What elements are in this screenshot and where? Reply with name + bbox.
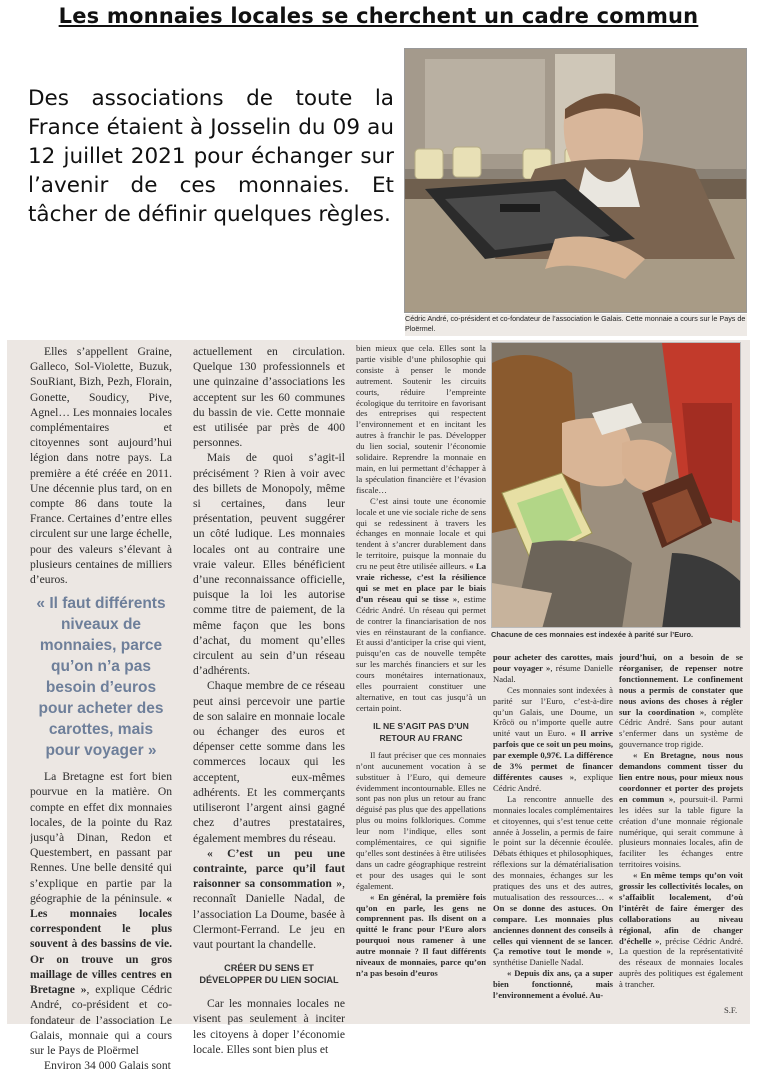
section-subhead: CRÉER DU SENS ET DÉVELOPPER DU LIEN SOCIAL: [199, 963, 339, 986]
paragraph: actuellement en circulation. Quelque 130 professionnels et une quinzaine d’associations les acceptent sur les 60 communes du bassin de vie. Cette monnaie est utilisée par près de 400 personnes.: [193, 345, 345, 450]
article-column-5: [619, 652, 743, 990]
paragraph: Ces monnaies sont indexées à parité sur l’Euro, c’est-à-dire qu’un Galais, une Doume, un Krôcö ou n’importe quelle autre unité vaut un Euro. « Il arrive parfois que ce soit un peu moins, par exemple 0,97€. La différence de 3% permet de financer différentes causes », explique Cédric André.: [493, 684, 613, 793]
paragraph: « En Bretagne, nous nous demandons comment tisser du lien entre nous, pour mieux nous coordonner et porter des projets en commun », poursuit-il. Parmi les idées sur la table figure la création d’une monnaie régionale numérique, qui serait commune à plusieurs monnaies locales, afin de faciliter les échanges entre territoires voisins.: [619, 750, 743, 870]
intro-paragraph: Des associations de toute la France étaient à Josselin du 09 au 12 juillet 2021 pour échanger sur l’avenir de ces monnaies. Et tâcher de définir quelques règles.: [28, 86, 394, 227]
paragraph: « C’est un peu une contrainte, parce qu’il faut raisonner sa consommation », reconnaît Danielle Nadal, de l’association La Doume, basée à Clermont-Ferrand. Le jeu en vaut pourtant la chandelle.: [193, 846, 345, 951]
paragraph: « En même temps qu’on voit grossir les collectivités locales, on s’affaiblit localement, d’où l’intérêt de faire émerger des collaborations au niveau régional, afin de changer d’échelle », précise Cédric André. La question de la représentativité des réseaux de monnaies locales auprès des politiques est également à trancher.: [619, 870, 743, 990]
paragraph: Environ 34 000 Galais sont: [44, 1059, 171, 1073]
paragraph: pour acheter des carottes, mais pour voyager », résume Danielle Nadal.: [493, 652, 613, 684]
section-subhead: IL NE S’AGIT PAS D’UN RETOUR AU FRANC: [373, 720, 469, 743]
paragraph: Il faut préciser que ces monnaies n’ont aucunement vocation à se substituer à l’Euro, qui demeure évidemment incontournable. Elles ne sont pas non plus un retour au franc déguisé pas plus que des appellations plus ou moins folkloriques. Comme leur nom l’indique, elles sont complémentaires, ce qui signifie qu’elles sont destinées à être utilisées dans un cadre géographique restreint et pour des usages qui le sont également.: [356, 749, 486, 891]
article-column-1: [30, 344, 172, 1073]
paragraph: Car les monnaies locales ne visent pas seulement à inciter les citoyens à doper l’économie locale. Elles sont bien plus et: [193, 997, 345, 1056]
paragraph: Mais de quoi s’agit-il précisément ? Rien à voir avec des billets de Monopoly, même si certaines, dans leur présentation, peuvent suggérer un côté ludique. Les monnaies locales ont au contraire une vraie valeur. Elles bénéficient d’une reconnaissance officielle, puisque la loi les autorise comme titre de paiement, de la même façon que les bons d’achat, du moment qu’elles circulent au sein d’un réseau d’adhérents.: [193, 451, 345, 678]
paragraph: Chaque membre de ce réseau peut ainsi percevoir une partie de son salaire en monnaie locale ou échanger des euros et dépenser cette somme dans les commerces locaux qui les acceptent, eux-mêmes adhérents. Et les commerçants utiliseront l’argent ainsi gagné chez d’autres prestataires, également membres du réseau.: [193, 679, 345, 845]
photo-cedric-andre: [404, 48, 747, 313]
pull-quote: « Il faut différents niveaux de monnaies, parce qu’on n’a pas besoin d’euros pour acheter des carottes, mais pour voyager »: [36, 595, 166, 760]
photo-mid-caption: Chacune de ces monnaies est indexée à parité sur l’Euro.: [491, 630, 694, 639]
paragraph: « En général, la première fois qu’on en parle, les gens ne comprennent pas. Ils disent on a quitté le franc pour l’Euro alors pourquoi nous ramener à une autre monnaie ? Il faut différents niveaux de monnaies, parce qu’on n’a pas besoin d’euros: [356, 891, 486, 978]
paragraph: C’est ainsi toute une économie locale et une vie sociale riche de sens qui se redessinent à travers les échanges en monnaie locale et qui tendent à s’ancrer durablement dans le territoire, puisque la monnaie du cru ne peut être utilisée ailleurs. « La vraie richesse, c’est la résilience qui se met en place par le biais d’un réseau qui se tisse », estime Cédric André. Un réseau qui permet de contrer la financiarisation de nos vies en réinstaurant de la confiance. Et aussi d’anticiper la crise qui vient, puisqu’en cas de nouvelle tempête sur les marchés financiers et sur les cours monétaires internationaux, elles pourraient constituer une alternative, en tout cas jusqu’à un certain point.: [356, 495, 486, 713]
paragraph: La rencontre annuelle des monnaies locales complémentaires et citoyennes, qui s’est tenue cette année à Josselin, a permis de faire le point sur la décennie écoulée. Débats éthiques et philosophiques, réflexions sur la dématérialisation des monnaies, échanges sur les pratiques des uns et des autres, mutualisation des ressources… « On se donne des astuces. On compare. Les monnaies plus anciennes donnent des conseils à celles qui viennent de se lancer. Ça remotive tout le monde », synthétise Danielle Nadal.: [493, 793, 613, 968]
photo-banknotes: [491, 342, 741, 628]
paragraph: jourd’hui, on a besoin de se réorganiser, de repenser notre fonctionnement. Le confinement nous a permis de constater que nous avions des choses à régler sur la coordination », complète Cédric André. Sans pour autant s’enfermer dans un système de gouvernance trop rigide.: [619, 652, 743, 750]
photo-top-caption: Cédric André, co-président et co-fondateur de l’association le Galais. Cette monnaie a cours sur le Pays de Ploërmel.: [405, 314, 747, 336]
paragraph: « Depuis dix ans, ça a super bien fonctionné, mais l’environnement a évolué. Au-: [493, 968, 613, 1001]
article-column-4: [493, 652, 613, 1001]
headline: Les monnaies locales se cherchent un cadre commun: [58, 4, 699, 28]
article-column-3: [356, 343, 486, 979]
author-signature: S.F.: [724, 1005, 738, 1015]
paragraph: Elles s’appellent Graine, Galleco, Sol-Violette, Buzuk, SouRiant, Bizh, Pezh, Florain, Gonette, Soudicy, Pive, Agnel… Les monnaies locales complémentaires et citoyennes sont aujourd’hui légion dans notre pays. La première a été créée en 2011. Une décennie plus tard, on en compte 86 dans toute la France. Certaines d’entre elles circulent sur une large échelle, pour des valeurs s’élevant à plusieurs centaines de milliers d’euros.: [30, 345, 172, 587]
paragraph: bien mieux que cela. Elles sont la partie visible d’une philosophie qui consiste à penser le monde autrement. Soutenir les circuits courts, réduire l’empreinte écologique du territoire en favorisant des entreprises qui respectent l’environnement et en incitant les autres à franchir le pas. Développer du lien social, soutenir l’économie solidaire. Reprendre la monnaie en main, en lui permettant d’échapper à la spéculation financière et l’évasion fiscale…: [356, 343, 486, 495]
article-column-2: [193, 344, 345, 1057]
paragraph: La Bretagne est fort bien pourvue en la matière. On compte en effet dix monnaies locales, de la pointe du Raz jusqu’à Dinan, Redon et Questembert, en passant par Rennes. Une belle densité qui s’explique en partie par la géographie de la péninsule. « Les monnaies locales correspondent le plus souvent à des bassins de vie. Or on trouve un gros maillage de villes centres en Bretagne », explique Cédric André, co-président et co-fondateur de l’association Le Galais, monnaie qui a cours sur le Pays de Ploërmel: [30, 770, 172, 1057]
